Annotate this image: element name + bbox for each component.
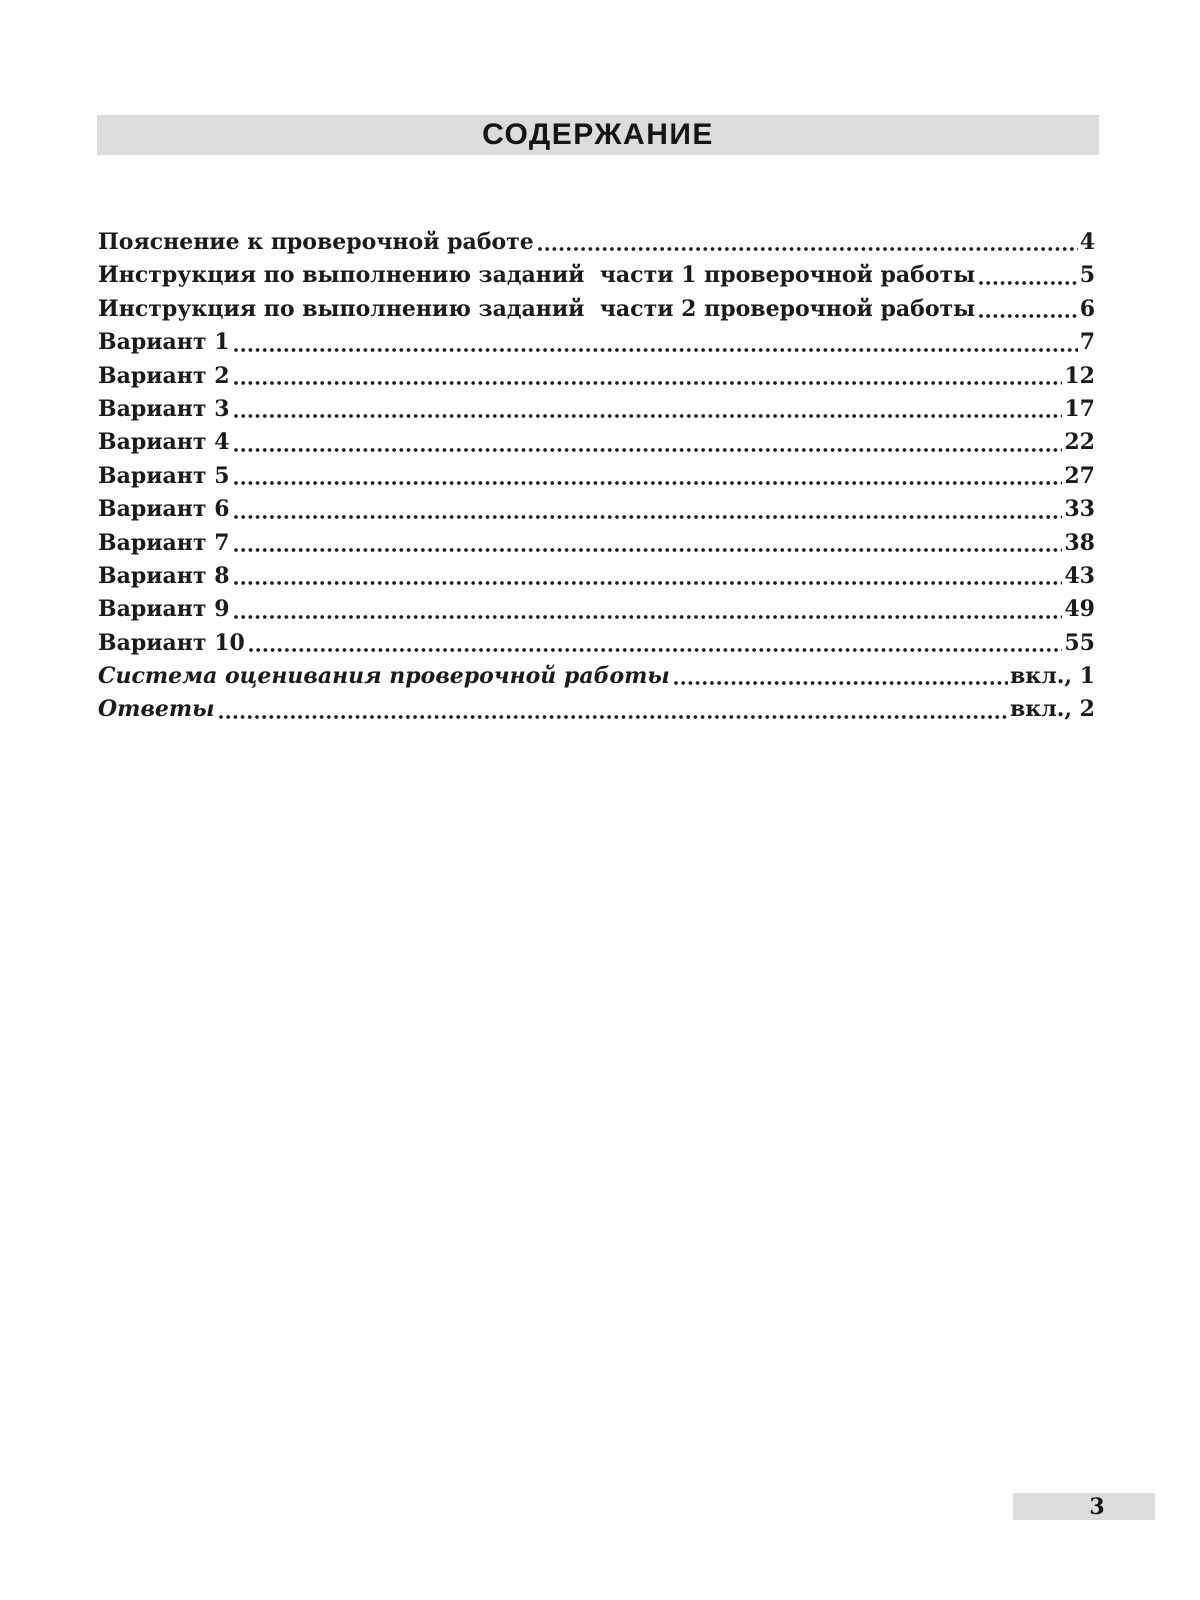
dot-leader	[674, 679, 1008, 687]
toc-entry	[98, 560, 1095, 593]
dot-leader	[234, 412, 1063, 420]
toc-entry-page: 49	[1064, 596, 1095, 623]
toc-entry-label: Вариант 3	[98, 395, 230, 422]
toc-entry-page: 4	[1079, 229, 1095, 255]
dot-leader	[234, 613, 1063, 621]
toc-entry-page: 38	[1064, 529, 1095, 556]
toc-entry-page: вкл., 1	[1010, 663, 1095, 690]
toc-entry-page: 43	[1064, 562, 1095, 589]
footer-page-number-box	[1013, 1493, 1155, 1520]
dot-leader	[234, 579, 1063, 587]
toc-entry-page: 12	[1064, 362, 1095, 389]
toc-entry-label: Инструкция по выполнению заданий части 1 проверочной работы	[98, 262, 976, 289]
dot-leader	[234, 513, 1063, 521]
toc-entry-label: Вариант 2	[98, 362, 230, 389]
toc-entry-label: Вариант 6	[98, 496, 230, 523]
toc-entry	[98, 360, 1095, 393]
dot-leader	[234, 446, 1063, 454]
toc-entry	[98, 393, 1095, 426]
toc-entry-label: Вариант 1	[98, 329, 230, 356]
toc-entry	[98, 493, 1095, 526]
toc-entry	[98, 326, 1095, 359]
dot-leader	[249, 646, 1063, 654]
toc-entry-page: 17	[1064, 395, 1095, 422]
toc-entry-page: вкл., 2	[1010, 696, 1095, 723]
dot-leader	[234, 546, 1063, 554]
page-title: СОДЕРЖАНИЕ	[482, 118, 714, 151]
toc-entry	[98, 693, 1095, 726]
toc-list	[98, 226, 1095, 727]
toc-entry	[98, 293, 1095, 326]
toc-entry-page: 55	[1064, 629, 1095, 656]
toc-entry-label: Вариант 5	[98, 462, 230, 489]
toc-entry-label: Система оценивания проверочной работы	[98, 663, 670, 690]
toc-entry-label: Вариант 9	[98, 596, 230, 623]
toc-entry-page: 33	[1064, 496, 1095, 523]
toc-entry	[98, 593, 1095, 626]
toc-entry-page: 27	[1064, 462, 1095, 489]
toc-entry	[98, 259, 1095, 292]
dot-leader	[538, 245, 1078, 253]
toc-entry	[98, 426, 1095, 459]
toc-entry	[98, 460, 1095, 493]
toc-entry	[98, 226, 1095, 259]
toc-entry-page: 7	[1079, 329, 1095, 356]
toc-entry	[98, 660, 1095, 693]
dot-leader	[234, 379, 1063, 387]
toc-entry-label: Вариант 10	[98, 629, 245, 656]
toc-entry-label: Ответы	[98, 696, 215, 723]
toc-entry-page: 5	[1079, 262, 1095, 289]
toc-entry-label: Вариант 8	[98, 562, 230, 589]
toc-entry-label: Вариант 4	[98, 429, 230, 456]
dot-leader	[219, 713, 1008, 721]
toc-entry	[98, 627, 1095, 660]
contents-header-bar	[97, 115, 1099, 155]
toc-entry-label: Пояснение к проверочной работе	[98, 229, 534, 255]
toc-entry-label: Инструкция по выполнению заданий части 2 проверочной работы	[98, 295, 976, 322]
toc-entry	[98, 527, 1095, 560]
toc-entry-page: 6	[1079, 295, 1095, 322]
footer-page-number: 3	[1089, 1493, 1105, 1520]
dot-leader	[979, 279, 1078, 287]
dot-leader	[234, 346, 1078, 354]
toc-entry-page: 22	[1064, 429, 1095, 456]
toc-entry-label: Вариант 7	[98, 529, 230, 556]
dot-leader	[979, 312, 1078, 320]
dot-leader	[234, 479, 1063, 487]
